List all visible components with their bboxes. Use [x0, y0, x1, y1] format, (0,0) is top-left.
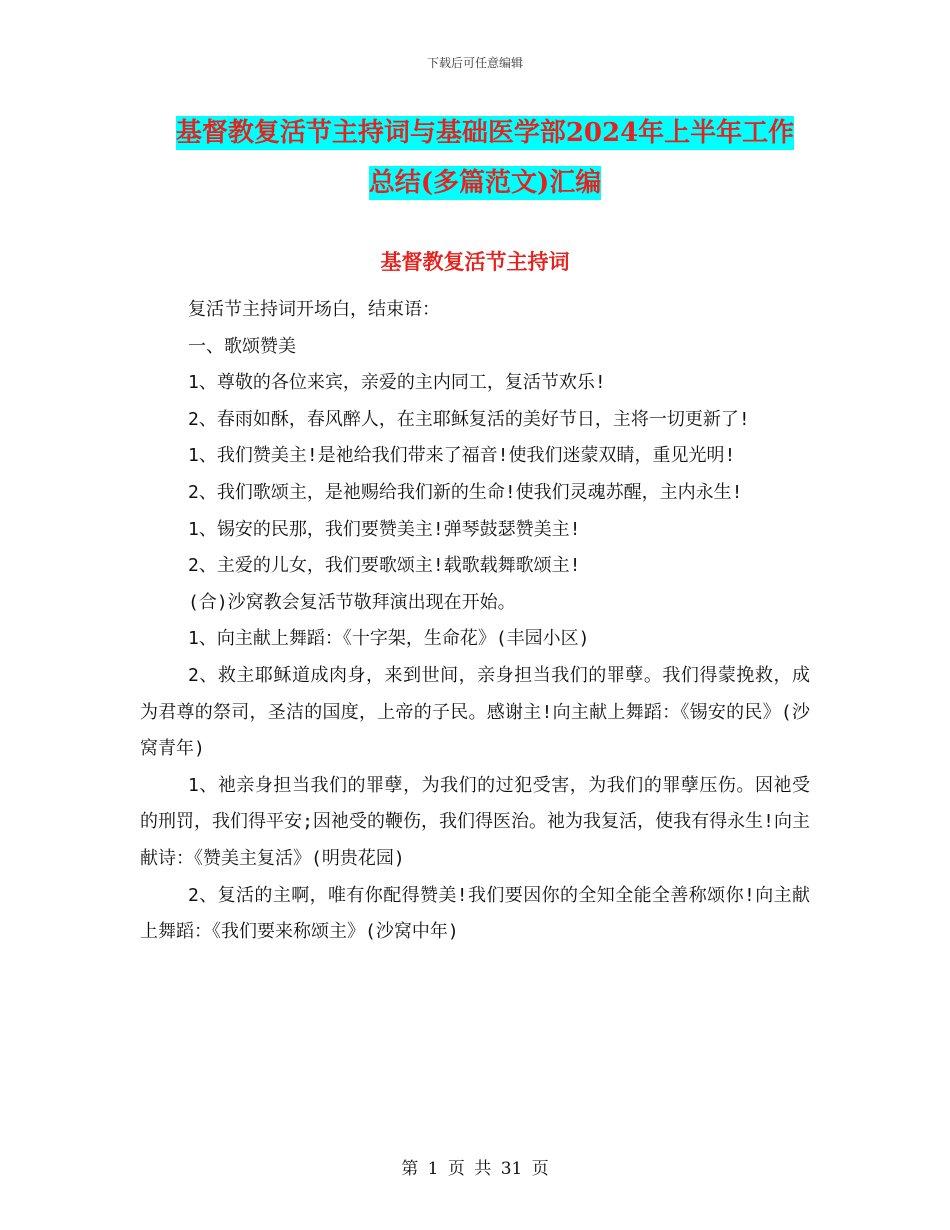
paragraph: 一、歌颂赞美: [188, 335, 296, 357]
document-title: [140, 108, 830, 208]
paragraph: 2、我们歌颂主，是祂赐给我们新的生命!使我们灵魂苏醒，主内永生!: [188, 481, 743, 503]
title-line-2: 总结(多篇范文)汇编: [368, 168, 602, 198]
document-body: [140, 292, 810, 951]
header-note: 下载后可任意编辑: [426, 56, 523, 70]
title-line-1: 基督教复活节主持词与基础医学部2024年上半年工作: [175, 118, 795, 148]
paragraph: 2、复活的主啊，唯有你配得赞美!我们要因你的全知全能全善称颂你!向主献上舞蹈：《我们要来称颂主》(沙窝中年): [140, 884, 810, 943]
paragraph: 1、锡安的民那，我们要赞美主!弹琴鼓瑟赞美主!: [188, 518, 581, 540]
section-title: 基督教复活节主持词: [380, 249, 570, 274]
paragraph: 2、主爱的儿女，我们要歌颂主!载歌载舞歌颂主!: [188, 555, 581, 577]
paragraph: 1、我们赞美主!是祂给我们带来了福音!使我们迷蒙双睛，重见光明!: [188, 445, 736, 467]
paragraph: 1、向主献上舞蹈：《十字架，生命花》(丰园小区): [188, 628, 590, 650]
page-footer: 第 1 页 共 31 页: [401, 1159, 549, 1179]
paragraph: 复活节主持词开场白，结束语：: [188, 299, 440, 320]
paragraph: 2、春雨如酥，春风醉人，在主耶稣复活的美好节日，主将一切更新了!: [188, 408, 750, 430]
paragraph: 1、尊敬的各位来宾，亲爱的主内同工，复活节欢乐!: [188, 372, 606, 394]
paragraph: 2、救主耶稣道成肉身，来到世间，亲身担当我们的罪孽。我们得蒙挽救，成为君尊的祭司，圣洁的国度，上帝的子民。感谢主!向主献上舞蹈：《锡安的民》(沙窝青年): [140, 664, 810, 760]
paragraph: 1、祂亲身担当我们的罪孽，为我们的过犯受害，为我们的罪孽压伤。因祂受的刑罚，我们得平安;因祂受的鞭伤，我们得医治。祂为我复活，使我有得永生!向主献诗：《赞美主复活》(明贵花园): [140, 774, 810, 869]
paragraph: (合)沙窝教会复活节敬拜演出现在开始。: [188, 591, 516, 613]
